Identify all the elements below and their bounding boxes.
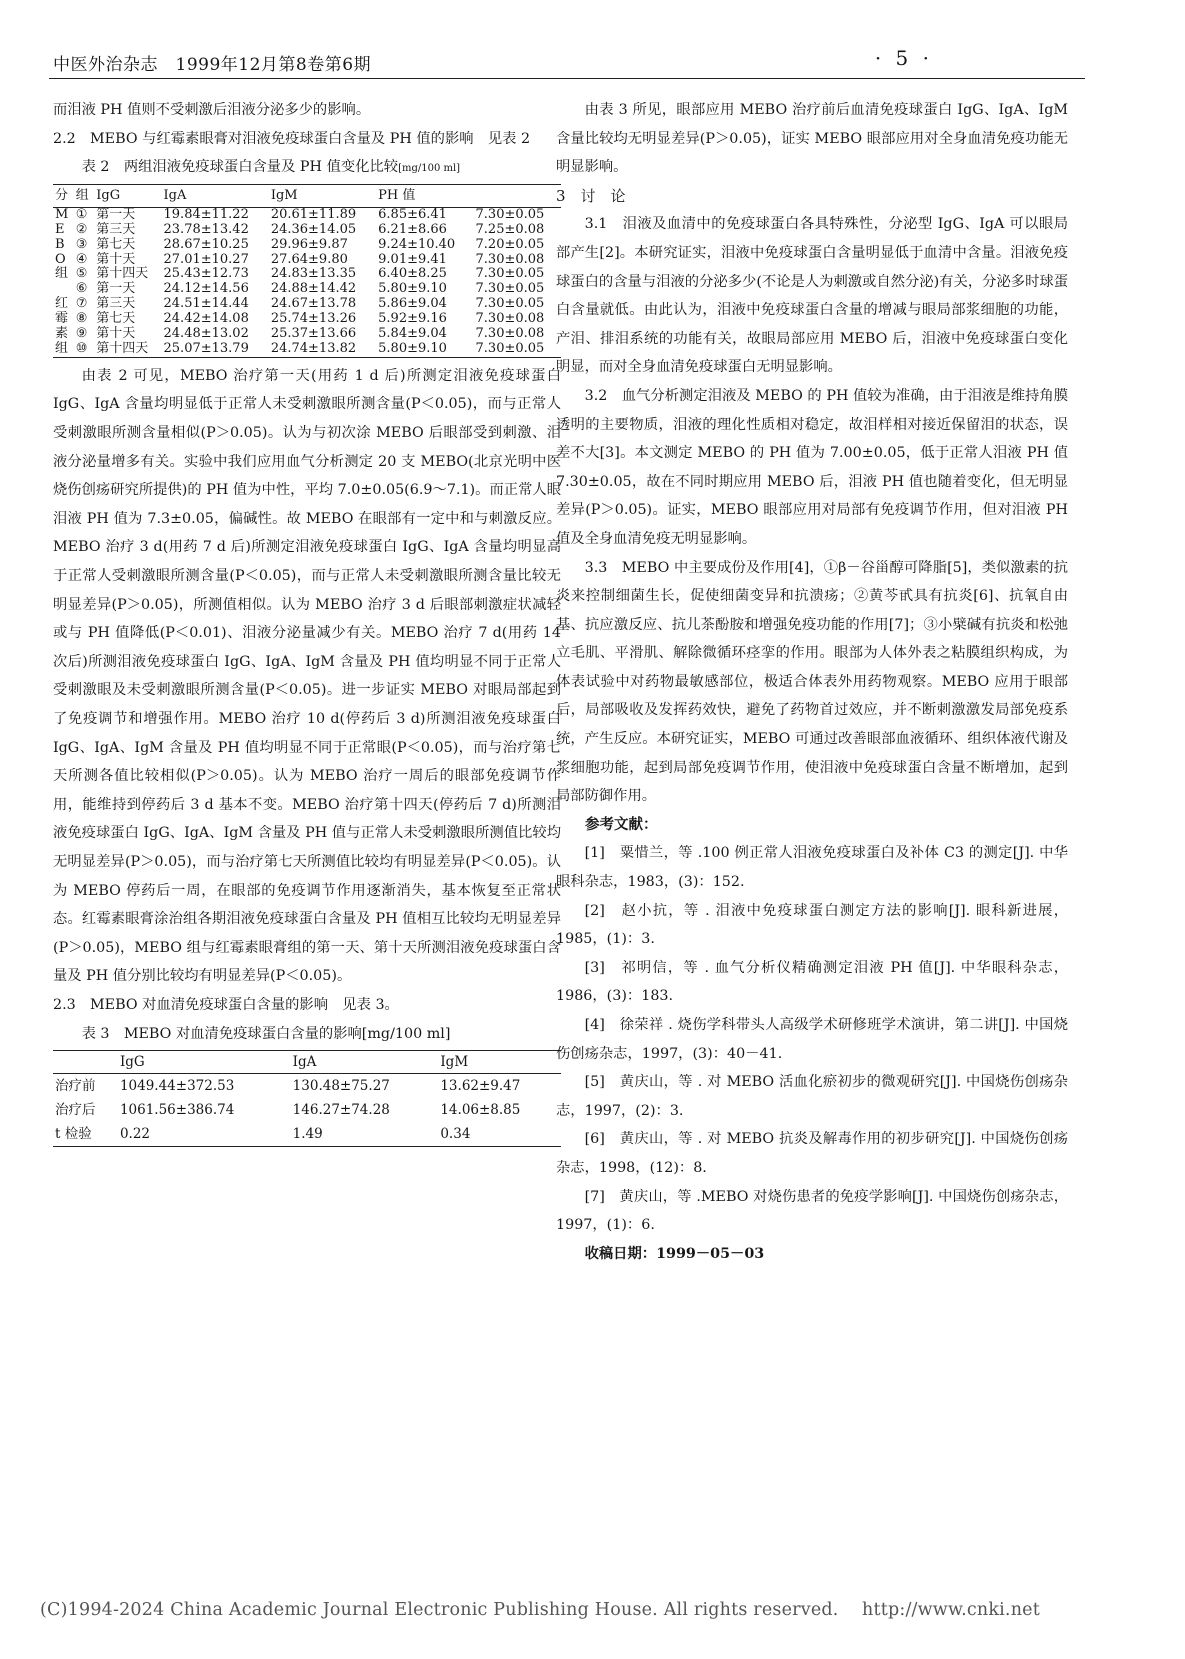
- page-number: · 5 ·: [874, 46, 933, 70]
- table2-ph-value: 7.25±0.08: [475, 221, 545, 237]
- table3-cell: 130.48±75.27: [292, 1078, 390, 1095]
- table2-header: IgM: [270, 187, 298, 203]
- table3-header: IgM: [440, 1054, 469, 1071]
- table-3: [53, 1050, 561, 1147]
- table3-row-label: t 检验: [55, 1126, 92, 1143]
- table2-header: IgA: [163, 187, 187, 203]
- table3-row: [53, 1074, 561, 1099]
- header-rule: [49, 78, 1085, 79]
- table2-igm-value: 9.24±10.40: [378, 236, 456, 252]
- journal-header: 中医外治杂志 1999年12月第8卷第6期: [53, 55, 372, 75]
- table2-day-label: 第十四天: [96, 266, 149, 282]
- table2-iga-value: 27.64±9.80: [270, 251, 348, 267]
- table3-header: IgG: [119, 1054, 145, 1071]
- table-2: [53, 184, 561, 358]
- reference-item: [3] 祁明信，等 . 血气分析仪精确测定泪液 PH 值[J]. 中华眼科杂志，1986，(3)：183.: [556, 959, 1068, 1005]
- reference-item: [2] 赵小抗，等 . 泪液中免疫球蛋白测定方法的影响[J]. 眼科新进展，1985，(1)：3.: [556, 902, 1068, 948]
- table2-row: [53, 267, 561, 282]
- table2-row-number: ⑥: [75, 281, 88, 297]
- table3-cell: 1.49: [292, 1126, 323, 1143]
- table2-igg-value: 25.43±12.73: [163, 266, 249, 282]
- table2-igg-value: 28.67±10.25: [163, 236, 249, 252]
- table2-day-label: 第七天: [96, 236, 136, 252]
- table2-day-label: 第十天: [96, 251, 136, 267]
- table2-group-label: 素: [55, 326, 69, 342]
- table2-igm-value: 5.86±9.04: [378, 296, 447, 312]
- table2-caption-text: 表 2 两组泪液免疫球蛋白含量及 PH 值变化比较: [81, 159, 399, 176]
- paragraph-3-2: 3.2 血气分析测定泪液及 MEBO 的 PH 值较为准确，由于泪液是维持角膜透明的主要物质，泪液的理化性质相对稳定，故泪样相对接近保留泪的状态，误差不大[3]。本文测定 MEBO 的 PH 值为 7.00±0.05，低于正常人泪液 PH 值 7.30±0.05，故在不同时期应用 MEBO 后，泪液 PH 值也随着变化，但无明显差异(P＞0.05)。证实，MEBO 眼部应用对局部有免疫调节作用，但对泪液 PH 值及全身血清免疫无明显影响。: [556, 387, 1068, 547]
- table2-header: 组: [75, 187, 89, 203]
- table2-ph-value: 7.30±0.05: [475, 266, 545, 282]
- table2-group-label: E: [55, 221, 65, 237]
- table2-group-label: B: [55, 236, 65, 252]
- table2-ph-value: 7.30±0.08: [475, 251, 545, 267]
- table3-row: [53, 1122, 561, 1147]
- table2-row-number: ⑦: [75, 296, 88, 312]
- table2-day-label: 第十四天: [96, 340, 149, 356]
- table2-iga-value: 25.74±13.26: [270, 311, 357, 327]
- reference-item: [5] 黄庆山，等 . 对 MEBO 活血化瘀初步的微观研究[J]. 中国烧伤创疡杂志，1997，(2)：3.: [556, 1074, 1068, 1119]
- table2-day-label: 第三天: [96, 221, 136, 237]
- table2-group-label: [53, 282, 74, 297]
- table2-igm-value: 6.21±8.66: [378, 221, 447, 237]
- table2-ph-value: 7.30±0.05: [475, 281, 545, 297]
- table2-day-label: 第一天: [96, 206, 136, 222]
- table2-igg-value: 25.07±13.79: [163, 340, 249, 356]
- references-title: 参考文献：: [585, 815, 658, 833]
- table2-igg-value: 19.84±11.22: [163, 206, 249, 222]
- table2-row-number: ②: [75, 221, 88, 237]
- paragraph-table2-analysis: 由表 2 可见，MEBO 治疗第一天(用药 1 d 后)所测定泪液免疫球蛋白 IgG、IgA 含量均明显低于正常人未受刺激眼所测含量(P＜0.05)，而与正常人受刺激眼所测含量相似(P＞0.05)。认为与初次涂 MEBO 后眼部受到刺激、泪液分泌量增多有关。实验中我们应用血气分析测定 20 支 MEBO(北京光明中医烧伤创疡研究所提供)的 PH 值为中性，平均 7.0±0.05(6.9～7.1)。而正常人眼泪液 PH 值为 7.3±0.05，偏碱性。故 MEBO 在眼部有一定中和与刺激反应。MEBO 治疗 3 d(用药 7 d 后)所测定泪液免疫球蛋白 IgG、IgA 含量均明显高于正常人受刺激眼所测含量(P＜0.05)，而与正常人未受刺激眼所测含量比较无明显差异(P＞0.05)，所测值相似。认为 MEBO 治疗 3 d 后眼部刺激症状减轻或与 PH 值降低(P＜0.01)、泪液分泌量减少有关。MEBO 治疗 7 d(用药 14 次后)所测泪液免疫球蛋白 IgG、IgA、IgM 含量及 PH 值均明显不同于正常人受刺激眼及未受刺激眼所测含量(P＜0.05)。进一步证实 MEBO 对眼局部起到了免疫调节和增强作用。MEBO 治疗 10 d(停药后 3 d)所测泪液免疫球蛋白 IgG、IgA、IgM 含量及 PH 值均明显不同于正常眼(P＜0.05)，而与治疗第七天所测各值比较相似(P＞0.05)。认为 MEBO 治疗一周后的眼部免疫调节作用，能维持到停药后 3 d 基本不变。MEBO 治疗第十四天(停药后 7 d)所测泪液免疫球蛋白 IgG、IgA、IgM 含量及 PH 值与正常人未受刺激眼所测值比较均无明显差异(P＞0.05)，而与治疗第七天所测值比较均有明显差异(P＜0.05)。认为 MEBO 停药后一周，在眼部的免疫调节作用逐渐消失，基本恢复至正常状态。红霉素眼膏涂治组各期泪液免疫球蛋白含量及 PH 值相互比较均无明显差异(P＞0.05)，MEBO 组与红霉素眼膏组的第一天、第十天所测泪液免疫球蛋白含量及 PH 值分别比较均有明显差异(P＜0.05)。: [53, 367, 561, 985]
- table2-unit: [mg/100 ml]: [398, 163, 461, 175]
- table3-cell: 146.27±74.28: [292, 1102, 390, 1119]
- table2-iga-value: 20.61±11.89: [270, 206, 357, 222]
- reference-item: [6] 黄庆山，等 . 对 MEBO 抗炎及解毒作用的初步研究[J]. 中国烧伤创疡杂志，1998，(12)：8.: [556, 1131, 1068, 1176]
- table2-iga-value: 24.83±13.35: [270, 266, 357, 282]
- table2-group-label: 霉: [55, 311, 69, 327]
- table2-igm-value: 9.01±9.41: [378, 251, 447, 267]
- table2-row-number: ③: [75, 236, 88, 252]
- table2-row: [53, 223, 561, 238]
- table2-group-label: O: [55, 251, 66, 267]
- table2-iga-value: 24.74±13.82: [270, 340, 357, 356]
- table3-header: IgA: [292, 1054, 317, 1071]
- table2-ph-value: 7.30±0.05: [475, 206, 545, 222]
- table2-row-number: ①: [75, 206, 88, 222]
- table2-group-label: 组: [55, 340, 69, 356]
- references-list: [556, 839, 1068, 1239]
- table3-header-row: [53, 1051, 561, 1074]
- table2-row-number: ⑤: [75, 266, 88, 282]
- table2-igm-value: 6.40±8.25: [378, 266, 447, 282]
- table2-igg-value: 24.42±14.08: [163, 311, 249, 327]
- table3-cell: 0.22: [119, 1126, 150, 1143]
- table2-day-label: 第三天: [96, 296, 136, 312]
- table2-iga-value: 24.36±14.05: [270, 221, 357, 237]
- table2-igm-value: 5.92±9.16: [378, 311, 447, 327]
- table3-cell: 1061.56±386.74: [119, 1102, 235, 1119]
- section-3-title: 3 讨 论: [556, 186, 626, 205]
- table2-ph-value: 7.30±0.08: [475, 326, 545, 342]
- table2-header: PH 值: [378, 187, 416, 203]
- table2-row-number: ⑧: [75, 311, 88, 327]
- paragraph-3-1: 3.1 泪液及血清中的免疫球蛋白各具特殊性，分泌型 IgG、IgA 可以眼局部产生[2]。本研究证实，泪液中免疫球蛋白含量明显低于血清中含量。泪液免疫球蛋白的含量与泪液的分泌多少(不论是人为刺激或自然分泌)有关，分泌多时球蛋白含量就低。由此认为，泪液中免疫球蛋白含量的增减与眼局部浆细胞的功能，产泪、排泪系统的功能有关，故眼局部应用 MEBO 后，泪液中免疫球蛋白变化明显，而对全身血清免疫球蛋白无明显影响。: [556, 216, 1068, 376]
- table2-header: 分: [55, 187, 69, 203]
- table2-igg-value: 24.51±14.44: [163, 296, 249, 312]
- table2-day-label: 第一天: [96, 281, 136, 297]
- table2-iga-value: 29.96±9.87: [270, 236, 348, 252]
- paragraph-table3-analysis: 由表 3 所见，眼部应用 MEBO 治疗前后血清免疫球蛋白 IgG、IgA、IgM 含量比较均无明显差异(P＞0.05)，证实 MEBO 眼部应用对全身血清免疫功能无明显影响。: [556, 102, 1068, 176]
- table2-day-label: 第十天: [96, 326, 136, 342]
- table2-row: [53, 238, 561, 253]
- table3-cell: 0.34: [440, 1126, 471, 1143]
- copyright-footer: (C)1994-2024 China Academic Journal Electronic Publishing House. All rights reserved. http://www.cnki.net: [40, 1600, 1040, 1620]
- table2-igm-value: 5.84±9.04: [378, 326, 447, 342]
- paragraph-intro: 而泪液 PH 值则不受刺激后泪液分泌多少的影响。: [53, 102, 371, 118]
- left-column: [53, 96, 561, 1147]
- table2-iga-value: 24.67±13.78: [270, 296, 357, 312]
- table2-iga-value: 24.88±14.42: [270, 281, 357, 297]
- section-2-2-title: 2.2 MEBO 与红霉素眼膏对泪液免疫球蛋白含量及 PH 值的影响 见表 2: [53, 130, 531, 147]
- table3-cell: 13.62±9.47: [440, 1078, 521, 1095]
- right-column: [556, 96, 1068, 1268]
- table2-igg-value: 27.01±10.27: [163, 251, 249, 267]
- table2-day-label: 第七天: [96, 311, 136, 327]
- table2-row: [53, 342, 561, 357]
- table3-row-label: 治疗后: [55, 1102, 96, 1119]
- table3-row: [53, 1098, 561, 1122]
- table2-row: [53, 282, 561, 297]
- table2-row-number: ⑩: [75, 340, 88, 356]
- table3-header: [53, 1051, 118, 1074]
- table2-group-label: 组: [55, 266, 69, 282]
- table2-igm-value: 6.85±6.41: [378, 206, 447, 222]
- table2-igm-value: 5.80±9.10: [378, 281, 447, 297]
- table2-ph-value: 7.30±0.08: [475, 311, 545, 327]
- table2-group-label: 红: [55, 296, 69, 312]
- reference-item: [1] 粟惜兰，等 .100 例正常人泪液免疫球蛋白及补体 C3 的测定[J]. 中华眼科杂志，1983，(3)：152.: [556, 845, 1068, 891]
- received-date: 收稿日期：1999－05－03: [584, 1245, 765, 1262]
- reference-item: [4] 徐荣祥 . 烧伤学科带头人高级学术研修班学术演讲，第二讲[J]. 中国烧伤创疡杂志，1997，(3)：40－41.: [556, 1017, 1068, 1062]
- table2-igg-value: 24.48±13.02: [163, 326, 249, 342]
- table2-igg-value: 23.78±13.42: [163, 221, 249, 237]
- table2-ph-value: 7.30±0.05: [475, 340, 545, 356]
- table2-iga-value: 25.37±13.66: [270, 326, 357, 342]
- table3-cell: 1049.44±372.53: [119, 1078, 235, 1095]
- table2-group-label: M: [55, 206, 69, 222]
- table3-cell: 14.06±8.85: [440, 1102, 521, 1119]
- paragraph-3-3: 3.3 MEBO 中主要成份及作用[4]，①β－谷甾醇可降脂[5]，类似激素的抗炎来控制细菌生长，促使细菌变异和抗溃疡；②黄芩甙具有抗炎[6]、抗氧自由基、抗应激反应、抗儿茶酚胺和增强免疫功能的作用[7]；③小檗碱有抗炎和松弛立毛肌、平滑肌、解除微循环痉挛的作用。眼部为人体外表之粘膜组织构成，为体表试验中对药物最敏感部位，极适合体表外用药物观察。MEBO 应用于眼部后，局部吸收及发挥药效快，避免了药物首过效应，并不断刺激激发局部免疫系统，产生反应。本研究证实，MEBO 可通过改善眼部血液循环、组织体液代谢及浆细胞功能，起到局部免疫调节作用，使泪液中免疫球蛋白含量不断增加，起到局部防御作用。: [556, 559, 1068, 805]
- table3-row-label: 治疗前: [55, 1078, 96, 1095]
- table2-igg-value: 24.12±14.56: [163, 281, 249, 297]
- table2-header: IgG: [96, 187, 121, 203]
- table2-row: [53, 207, 561, 222]
- table2-caption: [53, 153, 561, 184]
- table3-caption: 表 3 MEBO 对血清免疫球蛋白含量的影响[mg/100 ml]: [81, 1025, 451, 1042]
- table2-row: [53, 297, 561, 312]
- table2-header-row: [53, 184, 561, 207]
- table2-row-number: ④: [75, 251, 88, 267]
- section-2-3-title: 2.3 MEBO 对血清免疫球蛋白含量的影响 见表 3。: [53, 996, 399, 1013]
- reference-item: [7] 黄庆山，等 .MEBO 对烧伤患者的免疫学影响[J]. 中国烧伤创疡杂志，1997，(1)：6.: [556, 1188, 1068, 1234]
- table2-row-number: ⑨: [75, 326, 88, 342]
- table2-ph-value: 7.20±0.05: [475, 236, 545, 252]
- table2-row: [53, 327, 561, 342]
- table2-ph-value: 7.30±0.05: [475, 296, 545, 312]
- table2-row: [53, 312, 561, 327]
- table2-igm-value: 5.80±9.10: [378, 340, 447, 356]
